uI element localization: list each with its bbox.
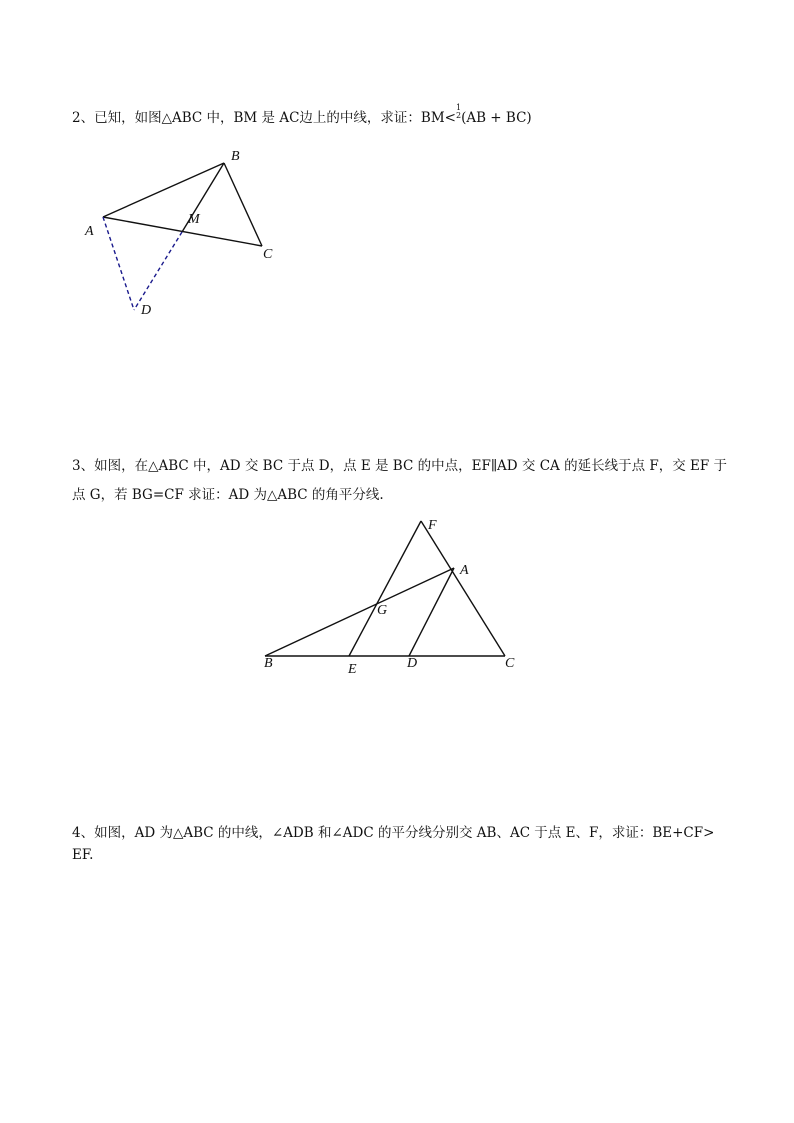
segment-ba — [265, 568, 454, 656]
label-d: D — [141, 303, 152, 318]
label-e: E — [348, 662, 357, 677]
label-b: B — [231, 149, 240, 164]
segment-fc — [421, 521, 505, 656]
problem-2-suffix: (AB + BC) — [461, 110, 532, 126]
fraction-numerator: 1 — [455, 103, 462, 112]
segment-bc — [224, 163, 262, 246]
label-g: G — [377, 603, 388, 618]
label-a: A — [85, 224, 94, 239]
figure-2-labels — [84, 149, 273, 318]
problem-2-prefix: 2、已知，如图△ABC 中，BM 是 AC边上的中线，求证：BM< — [72, 110, 456, 126]
label-m: M — [188, 212, 200, 227]
segment-ad-dashed — [103, 217, 134, 310]
figure-problem-3 — [265, 521, 505, 656]
problem-4-line-2: EF. — [72, 847, 94, 863]
segment-md-dashed — [134, 232, 182, 310]
problem-4-line-1: 4、如图，AD 为△ABC 的中线，∠ADB 和∠ADC 的平分线分别交 AB、AC 于点 E、F，求证：BE+CF> — [72, 825, 715, 841]
fraction-denominator: 2 — [455, 111, 462, 120]
problem-3-line-2: 点 G，若 BG=CF 求证：AD 为△ABC 的角平分线. — [72, 487, 384, 503]
label-a3: A — [460, 563, 469, 578]
label-d3: D — [407, 656, 418, 671]
label-c: C — [263, 247, 273, 262]
segment-ad — [409, 568, 454, 656]
label-b3: B — [264, 656, 273, 671]
segment-ab — [103, 163, 224, 217]
label-c3: C — [505, 656, 515, 671]
label-f: F — [428, 518, 437, 533]
figure-problem-2 — [103, 163, 262, 310]
problem-3-line-1: 3、如图，在△ABC 中，AD 交 BC 于点 D，点 E 是 BC 的中点，EF∥AD 交 CA 的延长线于点 F，交 EF 于 — [72, 458, 728, 474]
